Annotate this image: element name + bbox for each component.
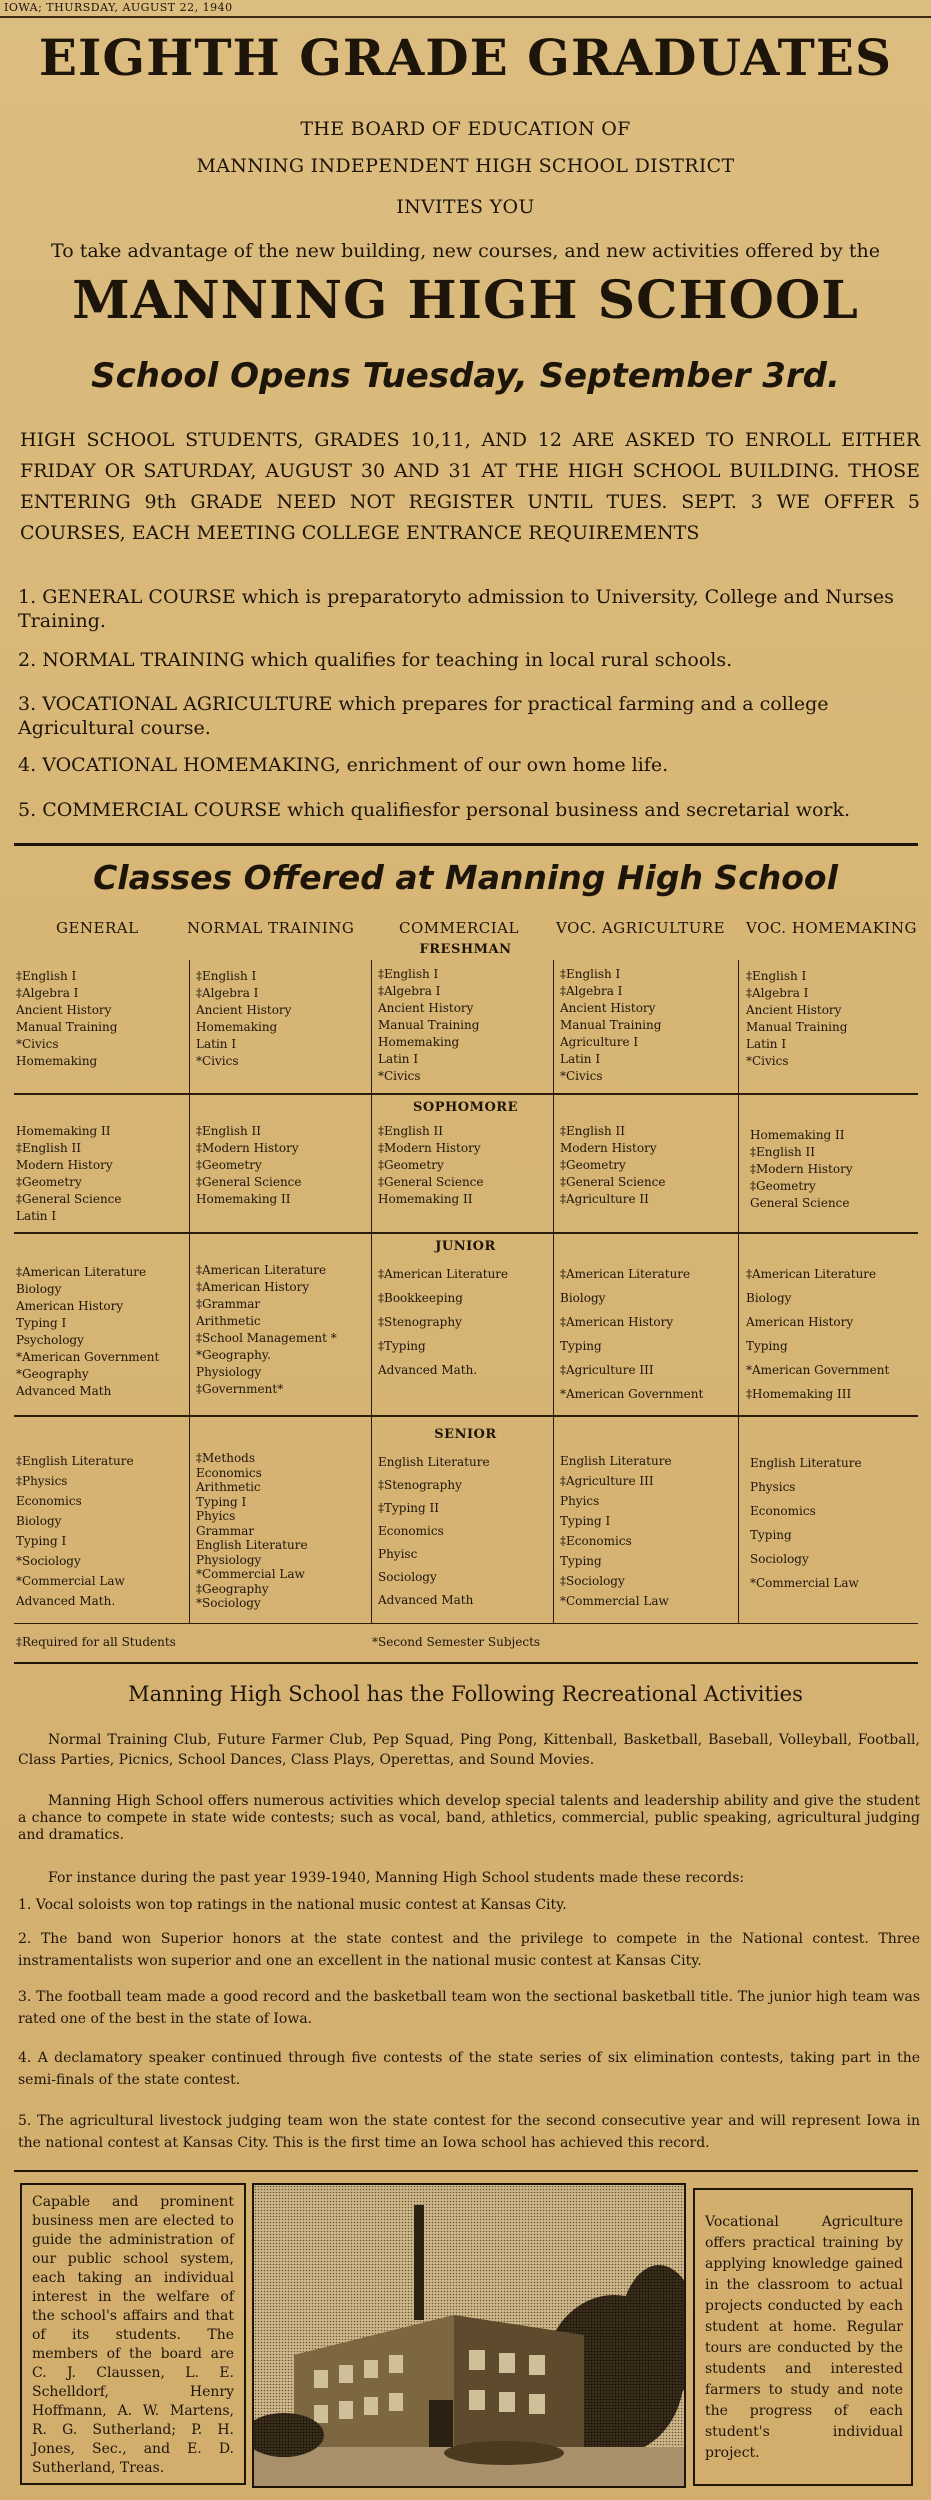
class-subject: Modern History bbox=[16, 1158, 113, 1172]
class-subject: Phyics bbox=[560, 1494, 600, 1508]
cell-freshman-general bbox=[16, 968, 117, 1070]
year-junior: JUNIOR bbox=[435, 1239, 496, 1254]
class-subject: *American Government bbox=[560, 1387, 704, 1401]
cell-senior-general bbox=[16, 1451, 134, 1611]
cell-junior-agriculture bbox=[560, 1262, 703, 1406]
class-subject: ‡Typing bbox=[378, 1339, 426, 1353]
year-senior: SENIOR bbox=[434, 1427, 497, 1442]
vocational-agriculture-box: Vocational Agriculture offers practical training by applying knowledge gained in the classroom to actual projects conducted by each student at home. Regular tours are conducted by the students and interested farmers to study and note the progress of each student's individual project. bbox=[693, 2188, 913, 2486]
record-item: 2. The band won Superior honors at the state contest and the privilege to compete in the National contest. Three instramentalists won superior and one an excellent in the national music contest at Kansas City. bbox=[18, 1931, 920, 1969]
class-subject: Homemaking II bbox=[750, 1128, 845, 1142]
class-subject: ‡English II bbox=[560, 1124, 626, 1138]
course-text: NORMAL TRAINING which qualifies for teaching in local rural schools. bbox=[42, 649, 733, 671]
cell-senior-homemaking bbox=[750, 1451, 862, 1595]
class-subject: *Commercial Law bbox=[560, 1594, 669, 1608]
class-subject: Manual Training bbox=[16, 1020, 118, 1034]
headline: EIGHTH GRADE GRADUATES bbox=[38, 28, 893, 87]
cell-freshman-homemaking bbox=[746, 968, 847, 1070]
column-separator bbox=[738, 960, 739, 1623]
school-building-photo bbox=[252, 2183, 686, 2488]
class-subject: Biology bbox=[560, 1291, 606, 1305]
recreation-title: Manning High School has the Following Recreational Activities bbox=[128, 1682, 803, 1706]
class-subject: Typing I bbox=[560, 1514, 611, 1528]
class-subject: ‡English I bbox=[196, 969, 257, 983]
record-item: 5. The agricultural livestock judging team won the state contest for the second consecutive year and will represent Iowa in the national contest at Kansas City. This is the first time an Iowa school has achieved this record. bbox=[18, 2113, 920, 2151]
class-subject: ‡General Science bbox=[378, 1175, 484, 1189]
class-subject: Homemaking bbox=[16, 1054, 98, 1068]
section-rule bbox=[14, 1662, 918, 1664]
class-subject: ‡Geometry bbox=[196, 1158, 262, 1172]
class-subject: General Science bbox=[750, 1196, 850, 1210]
class-subject: Biology bbox=[16, 1514, 62, 1528]
class-subject: *Commercial Law bbox=[196, 1567, 305, 1581]
class-subject: ‡American Literature bbox=[560, 1267, 691, 1281]
course-text: 2. bbox=[18, 649, 37, 671]
class-subject: English Literature bbox=[378, 1455, 490, 1469]
class-subject: ‡Geometry bbox=[750, 1179, 816, 1193]
course-text: 5. bbox=[18, 799, 37, 821]
course-text: 3. bbox=[18, 693, 37, 715]
class-subject: ‡English Literature bbox=[16, 1454, 134, 1468]
class-subject: Biology bbox=[16, 1282, 62, 1296]
class-subject: English Literature bbox=[560, 1454, 672, 1468]
class-subject: *Sociology bbox=[16, 1554, 81, 1568]
class-subject: Advanced Math. bbox=[378, 1363, 478, 1377]
classes-title: Classes Offered at Manning High School bbox=[93, 858, 838, 897]
class-subject: *Civics bbox=[16, 1037, 59, 1051]
row-separator bbox=[14, 1623, 918, 1624]
class-subject: *Civics bbox=[196, 1054, 239, 1068]
class-subject: ‡Geography bbox=[196, 1581, 269, 1596]
class-subject: ‡American Literature bbox=[196, 1263, 327, 1277]
class-subject: American History bbox=[746, 1315, 854, 1329]
class-subject: Latin I bbox=[746, 1037, 787, 1051]
class-subject: Latin I bbox=[378, 1052, 419, 1066]
class-subject: ‡Stenography bbox=[378, 1478, 462, 1492]
class-subject: ‡Modern History bbox=[378, 1141, 481, 1155]
column-head-general: GENERAL bbox=[56, 919, 139, 937]
column-head-normal: NORMAL TRAINING bbox=[187, 919, 355, 937]
class-subject: Homemaking II bbox=[16, 1124, 111, 1138]
class-subject: Economics bbox=[378, 1524, 444, 1538]
column-head-agriculture: VOC. AGRICULTURE bbox=[556, 919, 726, 937]
course-text: 4. bbox=[18, 754, 37, 776]
class-subject: Physics bbox=[750, 1480, 796, 1494]
class-subject: Latin I bbox=[560, 1052, 601, 1066]
class-subject: ‡American Literature bbox=[746, 1267, 877, 1281]
class-subject: ‡General Science bbox=[16, 1192, 122, 1206]
class-subject: *Civics bbox=[560, 1069, 603, 1083]
class-subject: ‡English II bbox=[16, 1141, 82, 1155]
school-opens: School Opens Tuesday, September 3rd. bbox=[91, 356, 840, 396]
class-subject: English Literature bbox=[750, 1456, 862, 1470]
class-subject: Ancient History bbox=[560, 1001, 656, 1015]
class-subject: *Civics bbox=[746, 1054, 789, 1068]
class-subject: ‡American Literature bbox=[378, 1267, 509, 1281]
class-subject: Economics bbox=[16, 1494, 82, 1508]
column-head-homemaking: VOC. HOMEMAKING bbox=[746, 919, 917, 937]
class-subject: ‡Agriculture II bbox=[560, 1192, 649, 1206]
class-subject: *American Government bbox=[16, 1350, 160, 1364]
course-item bbox=[18, 798, 923, 822]
class-subject: ‡Methods bbox=[196, 1451, 256, 1465]
class-subject: Agriculture I bbox=[560, 1035, 639, 1049]
class-subject: Latin I bbox=[196, 1037, 237, 1051]
class-subject: ‡Algebra I bbox=[560, 984, 623, 998]
class-subject: ‡English I bbox=[560, 967, 621, 981]
record-item: 3. The football team made a good record and the basketball team won the sectional basketball title. The junior high team was rated one of the best in the state of Iowa. bbox=[18, 1989, 920, 2027]
class-subject: ‡Geometry bbox=[560, 1158, 626, 1172]
class-subject: ‡Government* bbox=[196, 1382, 284, 1396]
cell-sophomore-commercial bbox=[378, 1123, 484, 1208]
class-subject: ‡Algebra I bbox=[196, 986, 259, 1000]
class-subject: Physiology bbox=[196, 1365, 262, 1379]
class-subject: Advanced Math bbox=[16, 1384, 112, 1398]
cell-sophomore-agriculture bbox=[560, 1123, 666, 1208]
offers-paragraph: Manning High School offers numerous activities which develop special talents and leadership ability and give the student a chance to compete in state wide contests; such as vocal, band, athletics, commercial, public speaking, agricultural judging and dramatics. bbox=[18, 1793, 920, 1843]
board-line-2: MANNING INDEPENDENT HIGH SCHOOL DISTRICT bbox=[196, 155, 735, 177]
class-subject: Homemaking II bbox=[378, 1192, 473, 1206]
class-subject: Modern History bbox=[560, 1141, 657, 1155]
class-subject: ‡General Science bbox=[196, 1175, 302, 1189]
class-subject: ‡Modern History bbox=[196, 1141, 299, 1155]
class-subject: ‡Grammar bbox=[196, 1297, 261, 1311]
cell-senior-normal bbox=[196, 1451, 308, 1611]
class-subject: ‡English I bbox=[746, 969, 807, 983]
class-subject: ‡Algebra I bbox=[746, 986, 809, 1000]
masthead: IOWA; THURSDAY, AUGUST 22, 1940 bbox=[0, 0, 931, 18]
year-freshman: FRESHMAN bbox=[419, 942, 512, 957]
class-subject: ‡English II bbox=[750, 1145, 816, 1159]
cell-sophomore-general bbox=[16, 1123, 122, 1225]
board-members-box: Capable and prominent business men are elected to guide the administration of our public school system, each taking an individual interest in the welfare of the school's affairs and that of its students. The members of the board are C. J. Claussen, L. E. Schelldorf, Henry Hoffmann, A. W. Martens, R. G. Sutherland; P. H. Jones, Sec., and E. D. Sutherland, Treas. bbox=[20, 2183, 246, 2485]
class-subject: *Geography bbox=[16, 1367, 89, 1381]
class-subject: Typing I bbox=[16, 1316, 67, 1330]
class-subject: *Geography. bbox=[196, 1348, 271, 1362]
class-subject: Grammar bbox=[196, 1523, 255, 1538]
class-subject: Phyisc bbox=[378, 1547, 418, 1561]
column-separator bbox=[553, 960, 554, 1623]
class-subject: Biology bbox=[746, 1291, 792, 1305]
class-subject: Typing I bbox=[196, 1494, 247, 1509]
cell-sophomore-homemaking bbox=[750, 1127, 853, 1212]
class-subject: Typing bbox=[750, 1528, 792, 1542]
class-subject: ‡Stenography bbox=[378, 1315, 462, 1329]
class-subject: ‡Physics bbox=[16, 1474, 68, 1488]
class-subject: ‡School Management * bbox=[196, 1331, 337, 1345]
course-item bbox=[18, 692, 923, 740]
class-subject: ‡Algebra I bbox=[16, 986, 79, 1000]
school-name: MANNING HIGH SCHOOL bbox=[72, 270, 859, 331]
class-subject: ‡Modern History bbox=[750, 1162, 853, 1176]
class-subject: ‡English I bbox=[378, 967, 439, 981]
cell-senior-commercial bbox=[378, 1451, 490, 1612]
class-subject: ‡English I bbox=[16, 969, 77, 983]
cell-freshman-normal bbox=[196, 968, 291, 1070]
cell-freshman-commercial bbox=[378, 966, 479, 1085]
cell-junior-normal bbox=[196, 1262, 337, 1398]
class-subject: ‡Homemaking III bbox=[746, 1387, 852, 1401]
course-item bbox=[18, 648, 923, 672]
class-subject: Economics bbox=[196, 1465, 262, 1480]
class-subject: Arithmetic bbox=[196, 1480, 261, 1494]
class-subject: Latin I bbox=[16, 1209, 57, 1223]
class-subject: ‡Economics bbox=[560, 1534, 632, 1548]
board-line-1: THE BOARD OF EDUCATION OF bbox=[300, 118, 631, 140]
row-separator bbox=[14, 1093, 918, 1095]
course-item bbox=[18, 753, 923, 777]
class-subject: Arithmetic bbox=[196, 1314, 261, 1328]
course-text: VOCATIONAL HOMEMAKING, enrichment of our own home life. bbox=[42, 754, 669, 776]
class-subject: ‡Geometry bbox=[16, 1175, 82, 1189]
course-text: 1. bbox=[18, 586, 37, 608]
class-subject: Manual Training bbox=[560, 1018, 662, 1032]
class-subject: Psychology bbox=[16, 1333, 84, 1347]
cell-junior-commercial bbox=[378, 1262, 508, 1382]
class-subject: ‡American Literature bbox=[16, 1265, 147, 1279]
class-subject: ‡Geometry bbox=[378, 1158, 444, 1172]
class-subject: Typing bbox=[560, 1554, 602, 1568]
legend-required: ‡Required for all Students bbox=[16, 1635, 176, 1649]
class-subject: ‡English II bbox=[378, 1124, 444, 1138]
cell-freshman-agriculture bbox=[560, 966, 661, 1085]
cell-junior-general bbox=[16, 1264, 159, 1400]
class-subject: *Commercial Law bbox=[16, 1574, 125, 1588]
column-separator bbox=[189, 960, 190, 1623]
record-item: 4. A declamatory speaker continued through five contests of the state series of six elimination contests, taking part in the semi-finals of the state contest. bbox=[18, 2050, 920, 2088]
class-subject: ‡General Science bbox=[560, 1175, 666, 1189]
section-rule bbox=[14, 2170, 918, 2172]
class-subject: ‡Bookkeeping bbox=[378, 1291, 463, 1305]
class-subject: Manual Training bbox=[378, 1018, 480, 1032]
class-subject: Ancient History bbox=[378, 1001, 474, 1015]
class-subject: Advanced Math bbox=[378, 1593, 474, 1607]
class-subject: *Civics bbox=[378, 1069, 421, 1083]
class-subject: *Sociology bbox=[196, 1596, 261, 1610]
class-subject: Phyics bbox=[196, 1509, 236, 1523]
course-text: COMMERCIAL COURSE which qualifiesfor personal business and secretarial work. bbox=[42, 799, 851, 821]
class-subject: Economics bbox=[750, 1504, 816, 1518]
activities-paragraph: Normal Training Club, Future Farmer Club, Pep Squad, Ping Pong, Kittenball, Basketball, Baseball, Volleyball, Football, Class Parties, Picnics, School Dances, Class Plays, Operettas, and Sound Movies. bbox=[18, 1732, 920, 1768]
records-intro: For instance during the past year 1939-1940, Manning High School students made these records: bbox=[48, 1870, 745, 1886]
class-subject: Sociology bbox=[750, 1552, 809, 1566]
class-subject: ‡English II bbox=[196, 1124, 262, 1138]
class-subject: ‡Typing II bbox=[378, 1501, 440, 1515]
class-subject: Sociology bbox=[378, 1570, 437, 1584]
board-line-3: INVITES YOU bbox=[396, 196, 535, 218]
class-subject: Ancient History bbox=[196, 1003, 292, 1017]
record-item: 1. Vocal soloists won top ratings in the national music contest at Kansas City. bbox=[18, 1897, 567, 1913]
class-subject: ‡American History bbox=[196, 1280, 310, 1294]
class-subject: *American Government bbox=[746, 1363, 890, 1377]
class-subject: ‡Sociology bbox=[560, 1574, 625, 1588]
course-text: GENERAL COURSE which is preparatoryto admission to University, College and Nurses Training. bbox=[18, 586, 894, 632]
legend-second-semester: *Second Semester Subjects bbox=[372, 1635, 541, 1649]
enroll-notice: HIGH SCHOOL STUDENTS, GRADES 10,11, AND 12 ARE ASKED TO ENROLL EITHER FRIDAY OR SATURDAY, AUGUST 30 AND 31 AT THE HIGH SCHOOL BUILDING. THOSE ENTERING 9th GRADE NEED NOT REGISTER UNTIL TUES. SEPT. 3 WE OFFER 5 COURSES, EACH MEETING COLLEGE ENTRANCE REQUIREMENTS bbox=[20, 429, 920, 544]
course-text: VOCATIONAL AGRICULTURE which prepares for practical farming and a college Agricultural course. bbox=[18, 693, 829, 739]
class-subject: Ancient History bbox=[746, 1003, 842, 1017]
class-subject: Homemaking bbox=[196, 1020, 278, 1034]
cell-senior-agriculture bbox=[560, 1451, 672, 1611]
class-subject: Homemaking II bbox=[196, 1192, 291, 1206]
class-subject: Ancient History bbox=[16, 1003, 112, 1017]
class-subject: Advanced Math. bbox=[16, 1594, 116, 1608]
class-subject: *Commercial Law bbox=[750, 1576, 859, 1590]
class-subject: Homemaking bbox=[378, 1035, 460, 1049]
section-rule bbox=[14, 843, 918, 846]
class-subject: Typing bbox=[560, 1339, 602, 1353]
row-separator bbox=[14, 1415, 918, 1417]
class-subject: ‡Agriculture III bbox=[560, 1363, 654, 1377]
class-subject: Typing bbox=[746, 1339, 788, 1353]
cell-junior-homemaking bbox=[746, 1262, 889, 1406]
class-subject: ‡Algebra I bbox=[378, 984, 441, 998]
class-subject: Physiology bbox=[196, 1552, 262, 1567]
class-subject: Typing I bbox=[16, 1534, 67, 1548]
column-head-commercial: COMMERCIAL bbox=[399, 919, 519, 937]
cell-sophomore-normal bbox=[196, 1123, 302, 1208]
invite-line: To take advantage of the new building, new courses, and new activities offered by the bbox=[51, 240, 880, 262]
class-subject: ‡American History bbox=[560, 1315, 674, 1329]
class-subject: ‡Agriculture III bbox=[560, 1474, 654, 1488]
class-subject: English Literature bbox=[196, 1538, 308, 1552]
year-sophomore: SOPHOMORE bbox=[412, 1100, 519, 1115]
row-separator bbox=[14, 1232, 918, 1234]
class-subject: American History bbox=[16, 1299, 124, 1313]
column-separator bbox=[371, 960, 372, 1623]
class-subject: Manual Training bbox=[746, 1020, 848, 1034]
course-item bbox=[18, 585, 923, 633]
